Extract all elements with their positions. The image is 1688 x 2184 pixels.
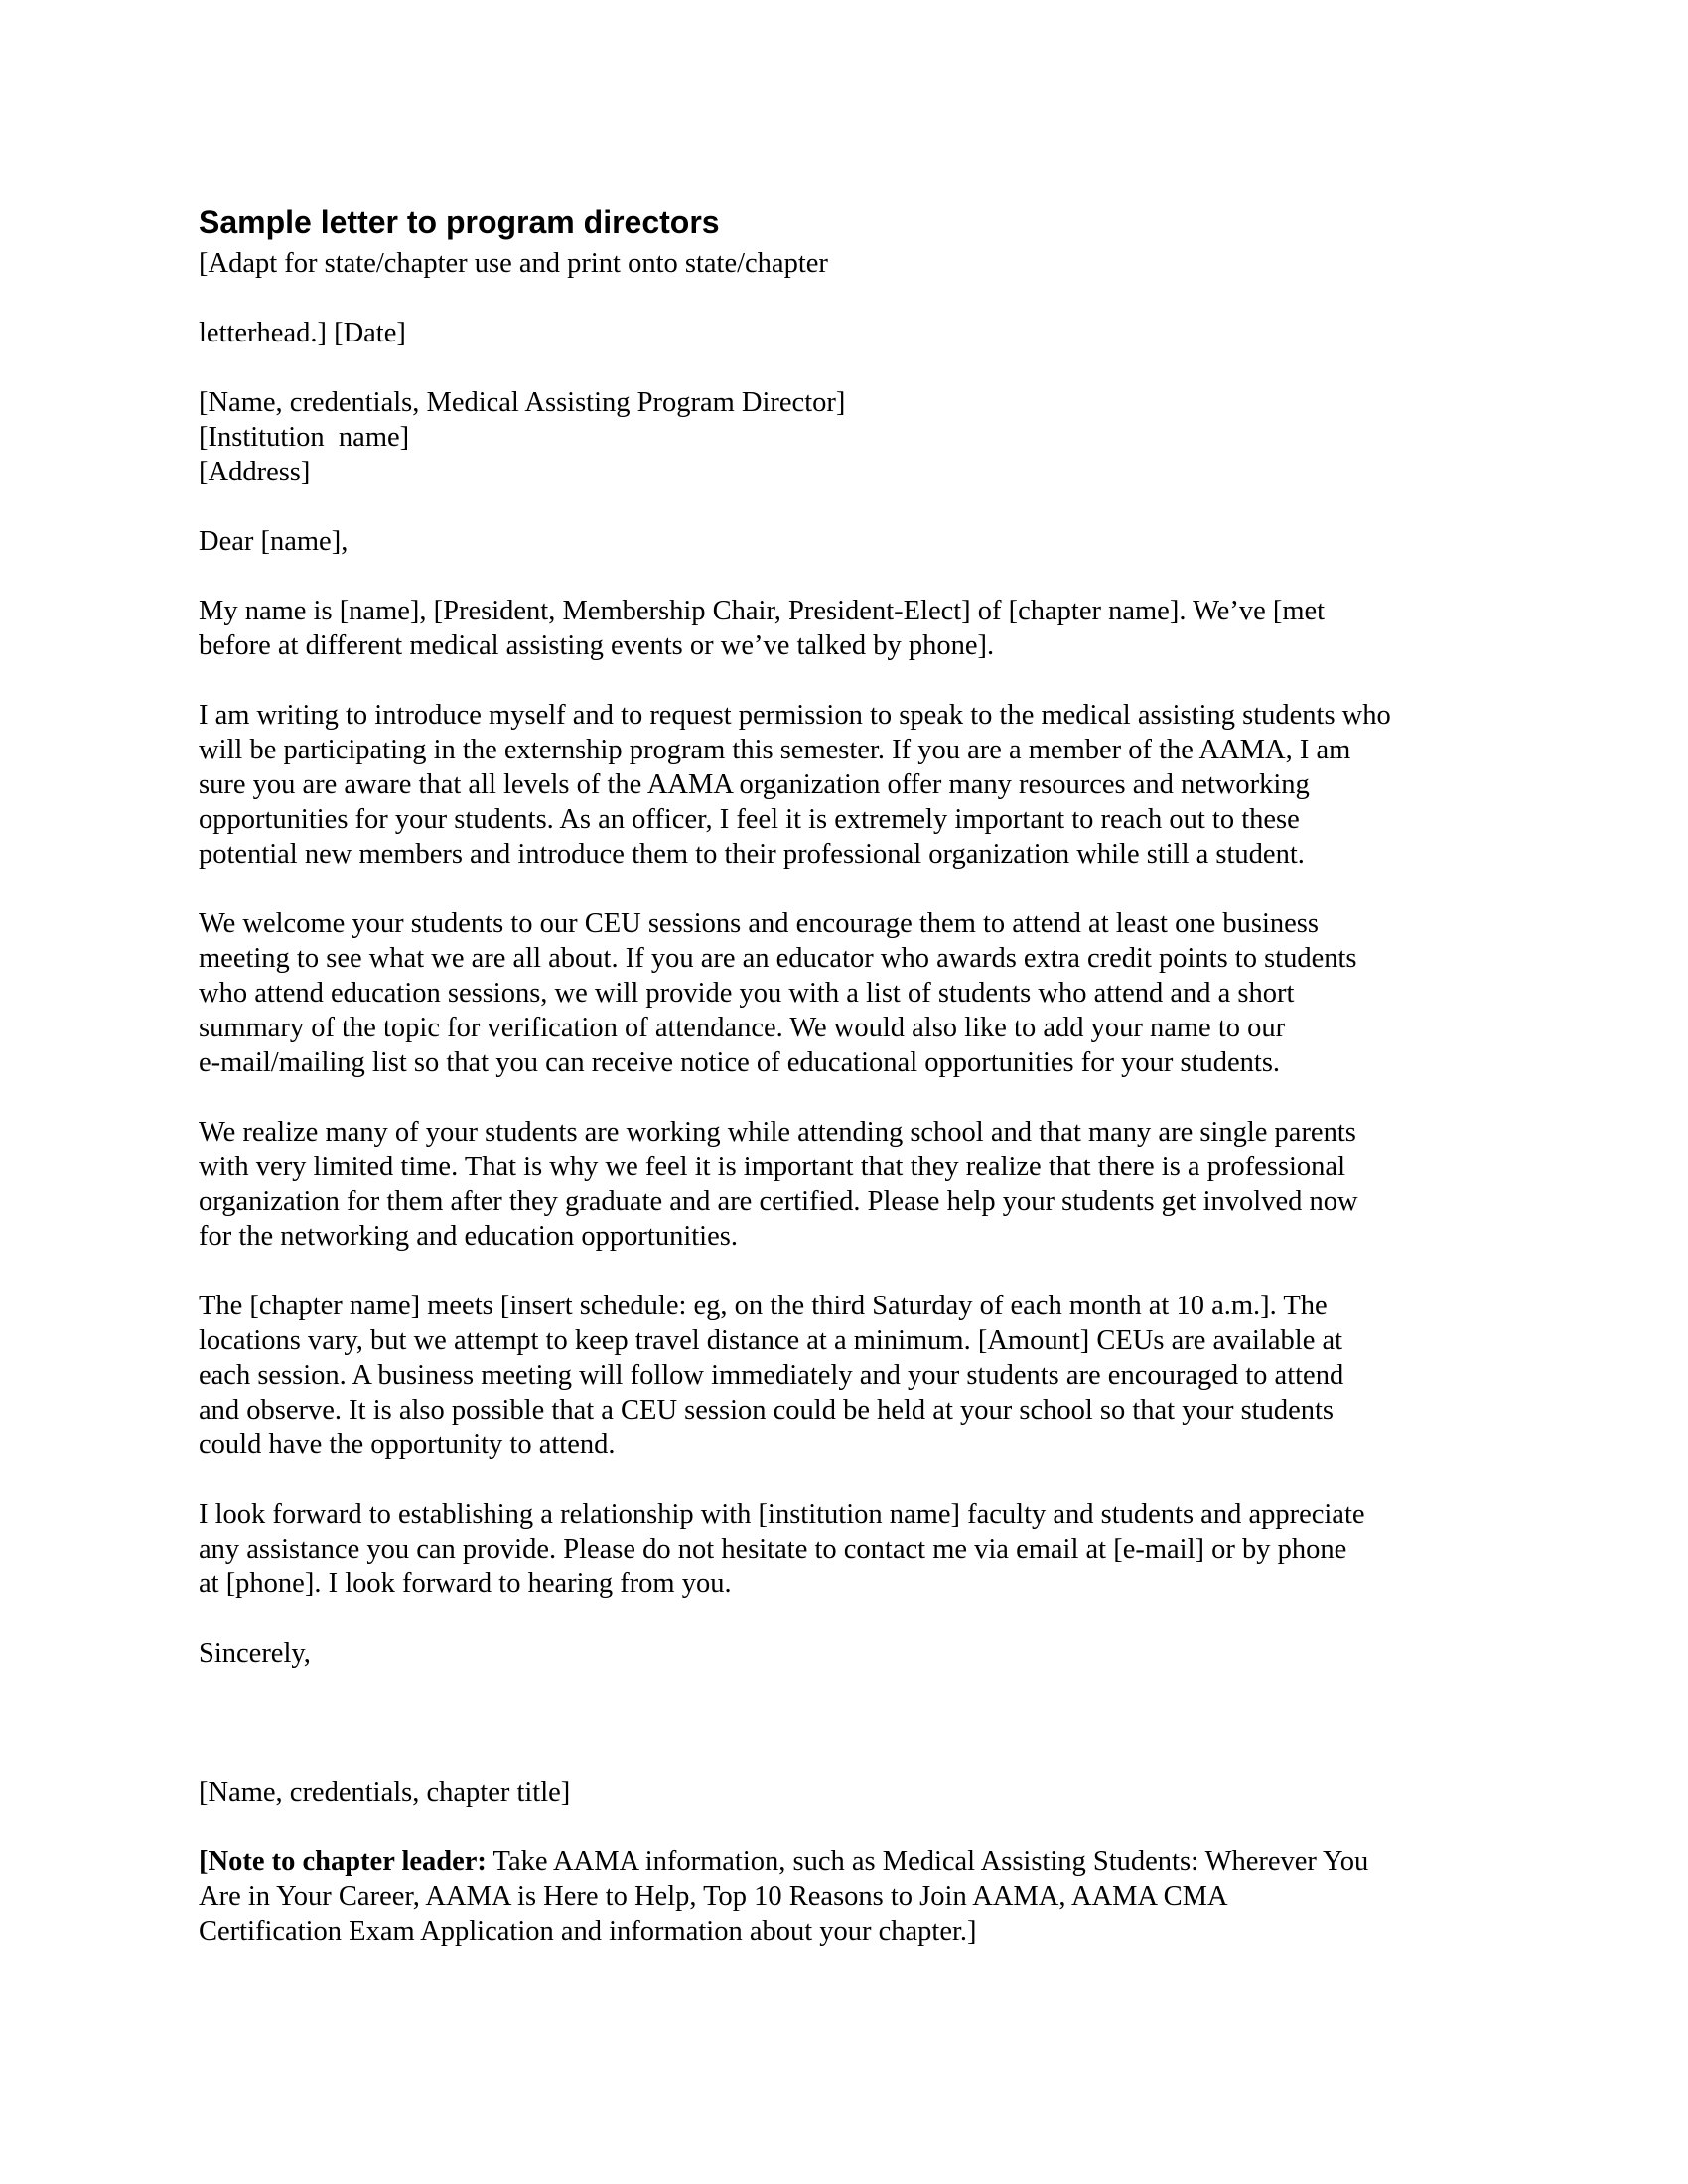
paragraph-line: My name is [name], [President, Membership Chair, President-Elect] of [chapter name]. We’ve [met: [199, 596, 1326, 626]
address-line: [Address]: [199, 457, 311, 487]
document-title: Sample letter to program directors: [199, 205, 720, 240]
paragraph-ceu-sessions: [199, 906, 1489, 1080]
paragraph-line: with very limited time. That is why we feel it is important that they realize that there is a professional: [199, 1152, 1345, 1182]
intro-note: [199, 246, 1489, 350]
paragraph-request: [199, 698, 1489, 872]
paragraph-line: The [chapter name] meets [insert schedule: eg, on the third Saturday of each month at 10 a.m.]. The: [199, 1291, 1328, 1321]
paragraph-schedule: [199, 1289, 1489, 1462]
paragraph-students-working: [199, 1115, 1489, 1254]
paragraph-line: will be participating in the externship program this semester. If you are a member of the AAMA, I am: [199, 735, 1351, 765]
signature: [Name, credentials, chapter title]: [199, 1777, 571, 1808]
address-line: [Name, credentials, Medical Assisting Program Director]: [199, 387, 846, 418]
paragraph-line: I am writing to introduce myself and to request permission to speak to the medical assisting students who: [199, 700, 1391, 731]
paragraph-closing-remarks: [199, 1497, 1489, 1601]
paragraph-line: organization for them after they graduate and are certified. Please help your students get involved now: [199, 1186, 1358, 1217]
paragraph-line: We welcome your students to our CEU sessions and encourage them to attend at least one business: [199, 908, 1319, 939]
paragraph-introduction: [199, 594, 1489, 663]
note-line: Are in Your Career, AAMA is Here to Help, Top 10 Reasons to Join AAMA, AAMA CMA: [199, 1881, 1228, 1912]
paragraph-line: sure you are aware that all levels of the AAMA organization offer many resources and networking: [199, 769, 1310, 800]
paragraph-line: could have the opportunity to attend.: [199, 1430, 616, 1460]
paragraph-line: for the networking and education opportunities.: [199, 1221, 738, 1252]
recipient-address: [199, 385, 1489, 489]
paragraph-line: and observe. It is also possible that a CEU session could be held at your school so that your students: [199, 1395, 1334, 1426]
paragraph-line: meeting to see what we are all about. If you are an educator who awards extra credit points to students: [199, 943, 1357, 974]
paragraph-line: potential new members and introduce them to their professional organization while still a student.: [199, 839, 1305, 870]
paragraph-line: locations vary, but we attempt to keep travel distance at a minimum. [Amount] CEUs are available at: [199, 1325, 1343, 1356]
intro-line: letterhead.] [Date]: [199, 318, 406, 348]
paragraph-line: We realize many of your students are working while attending school and that many are single parents: [199, 1117, 1356, 1148]
note-line: [199, 1844, 1489, 1879]
paragraph-line: before at different medical assisting events or we’ve talked by phone].: [199, 630, 995, 661]
paragraph-line: opportunities for your students. As an officer, I feel it is extremely important to reach out to these: [199, 804, 1300, 835]
closing: Sincerely,: [199, 1638, 311, 1669]
salutation: Dear [name],: [199, 526, 349, 557]
note-line: Certification Exam Application and information about your chapter.]: [199, 1916, 977, 1947]
paragraph-line: who attend education sessions, we will provide you with a list of students who attend and a short: [199, 978, 1295, 1009]
letter-body: [199, 203, 1489, 1949]
note-label: [Note to chapter leader:: [199, 1846, 487, 1877]
paragraph-line: summary of the topic for verification of attendance. We would also like to add your name to our: [199, 1013, 1286, 1043]
note-text: Take AAMA information, such as Medical Assisting Students: Wherever You: [486, 1846, 1369, 1877]
paragraph-line: I look forward to establishing a relationship with [institution name] faculty and students and appreciate: [199, 1499, 1365, 1530]
paragraph-line: at [phone]. I look forward to hearing from you.: [199, 1569, 732, 1599]
address-line: [Institution name]: [199, 422, 410, 453]
paragraph-line: e-mail/mailing list so that you can receive notice of educational opportunities for your students.: [199, 1047, 1281, 1078]
intro-line: [Adapt for state/chapter use and print onto state/chapter: [199, 248, 828, 279]
paragraph-line: each session. A business meeting will follow immediately and your students are encouraged to attend: [199, 1360, 1344, 1391]
paragraph-line: any assistance you can provide. Please do not hesitate to contact me via email at [e-mail] or by phone: [199, 1534, 1347, 1565]
chapter-leader-note: [199, 1844, 1489, 1949]
